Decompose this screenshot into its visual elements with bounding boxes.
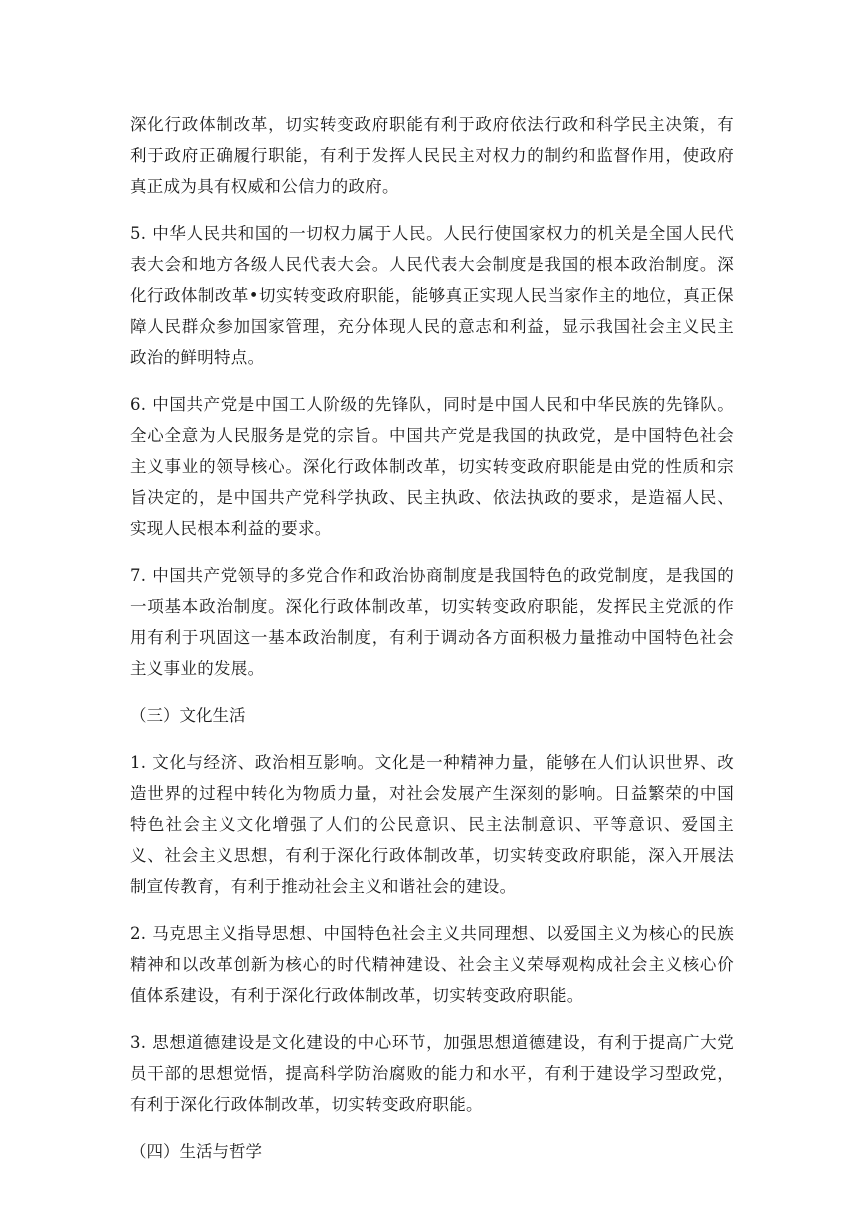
section-heading-life-and-philosophy: （四）生活与哲学	[130, 1142, 262, 1161]
paragraph-item-5: 5. 中华人民共和国的一切权力属于人民。人民行使国家权力的机关是全国人民代表大会和地方各级人民代表大会。人民代表大会制度是我国的根本政治制度。深化行政体制改革•切实转变政府职能，能够真正实现人民当家作主的地位，真正保障人民群众参加国家管理，充分体现人民的意志和利益，显示我国社会主义民主政治的鲜明特点。	[130, 224, 734, 367]
paragraph-intro: 深化行政体制改革，切实转变政府职能有利于政府依法行政和科学民主决策，有利于政府正确履行职能，有利于发挥人民民主对权力的制约和监督作用，使政府真正成为具有权威和公信力的政府。	[130, 115, 734, 196]
paragraph-culture-2: 2. 马克思主义指导思想、中国特色社会主义共同理想、以爱国主义为核心的民族精神和以改革创新为核心的时代精神建设、社会主义荣辱观构成社会主义核心价值体系建设，有利于深化行政体制改革，切实转变政府职能。	[130, 924, 734, 1005]
paragraph-item-6: 6. 中国共产党是中国工人阶级的先锋队，同时是中国人民和中华民族的先锋队。全心全意为人民服务是党的宗旨。中国共产党是我国的执政党，是中国特色社会主义事业的领导核心。深化行政体制改革，切实转变政府职能是由党的性质和宗旨决定的，是中国共产党科学执政、民主执政、依法执政的要求，是造福人民、实现人民根本利益的要求。	[130, 395, 734, 538]
paragraph-culture-1: 1. 文化与经济、政治相互影响。文化是一种精神力量，能够在人们认识世界、改造世界的过程中转化为物质力量，对社会发展产生深刻的影响。日益繁荣的中国特色社会主义文化增强了人们的公民意识、民主法制意识、平等意识、爱国主义、社会主义思想，有利于深化行政体制改革，切实转变政府职能，深入开展法制宣传教育，有利于推动社会主义和谐社会的建设。	[130, 753, 734, 896]
paragraph-culture-3: 3. 思想道德建设是文化建设的中心环节，加强思想道德建设，有利于提高广大党员干部的思想觉悟，提高科学防治腐败的能力和水平，有利于建设学习型政党，有利于深化行政体制改革，切实转变政府职能。	[130, 1033, 734, 1114]
section-heading-cultural-life: （三）文化生活	[130, 706, 246, 725]
paragraph-item-7: 7. 中国共产党领导的多党合作和政治协商制度是我国特色的政党制度，是我国的一项基本政治制度。深化行政体制改革，切实转变政府职能，发挥民主党派的作用有利于巩固这一基本政治制度，有利于调动各方面积极力量推动中国特色社会主义事业的发展。	[130, 566, 734, 678]
document-body	[130, 109, 734, 1183]
